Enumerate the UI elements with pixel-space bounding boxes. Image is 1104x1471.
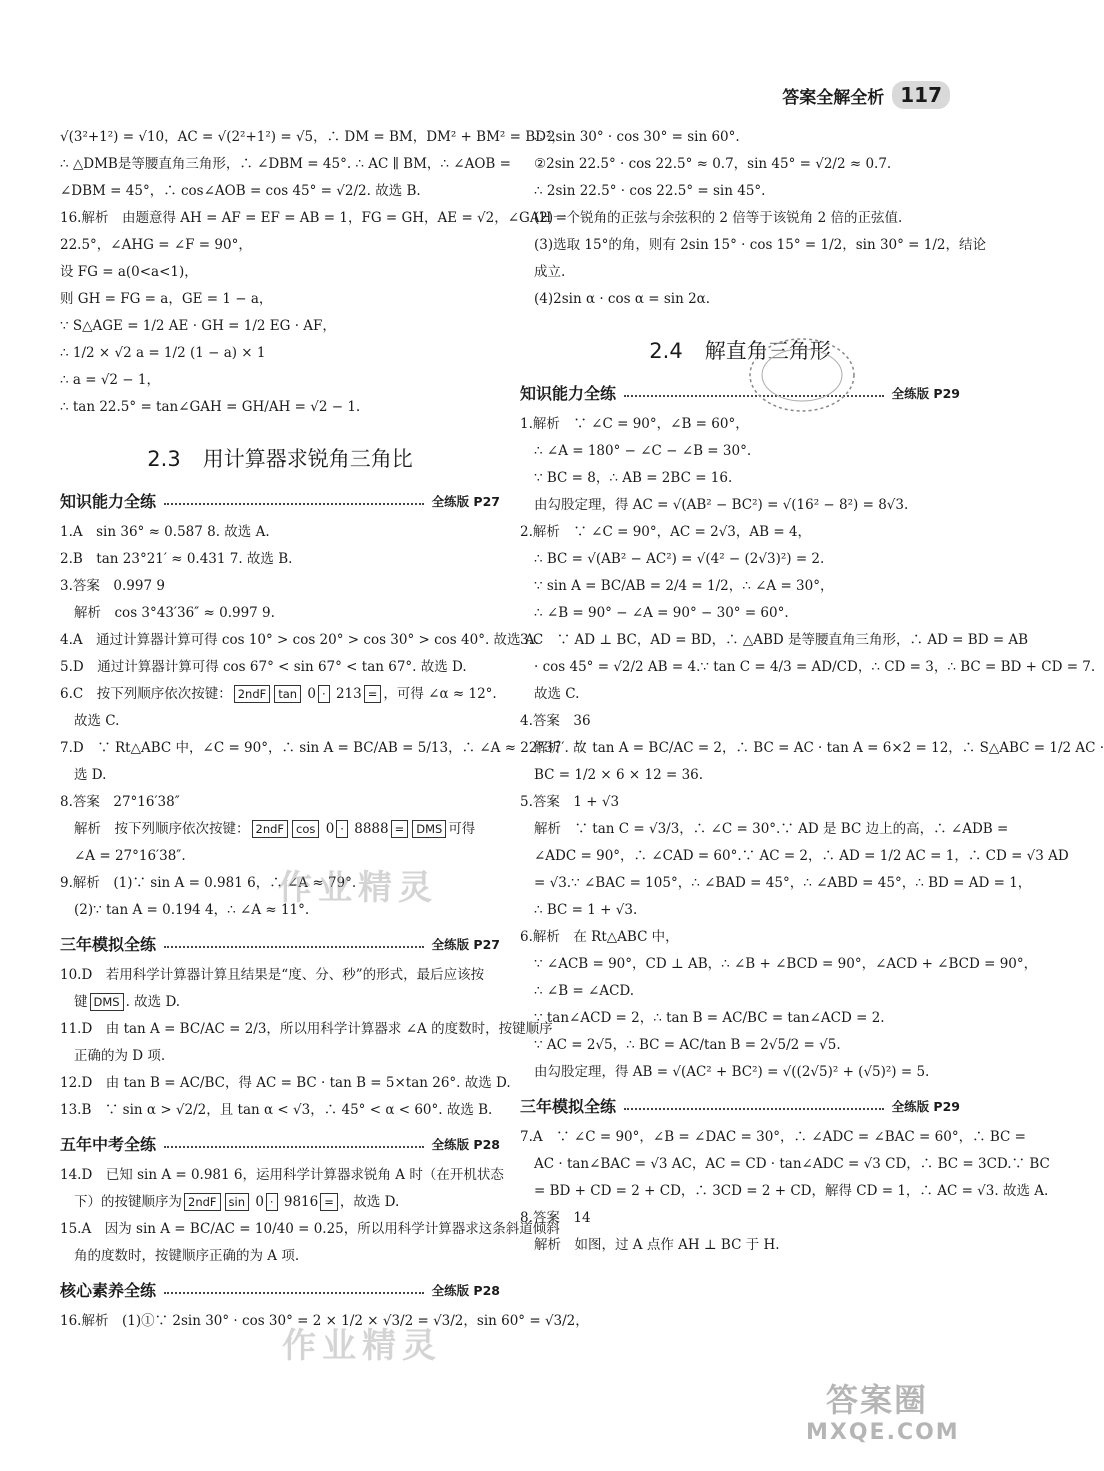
- text-line: 4.A 通过计算器计算可得 cos 10° > cos 20° > cos 30° > cos 40°. 故选 A.: [60, 632, 539, 648]
- text-line: 成立.: [534, 264, 566, 280]
- calc-key: DMS: [90, 993, 124, 1011]
- section-dots: [624, 1108, 884, 1110]
- text-line: 1.A sin 36° ≈ 0.587 8. 故选 A.: [60, 524, 270, 540]
- text-line: ∴ ∠B = ∠ACD.: [534, 983, 635, 999]
- text-line: √(3²+1²) = √10，AC = √(2²+1²) = √5，∴ DM = BM，DM² + BM² = BD²，: [60, 129, 565, 145]
- section-ref: 全练版 P28: [431, 1282, 500, 1298]
- calc-key: tan: [274, 685, 301, 703]
- text-line: 解析 ∵ tan A = BC/AC = 2，∴ BC = AC · tan A = 6×2 = 12，∴ S△ABC = 1/2 AC ·: [534, 740, 1104, 756]
- watermark-text: 作业精灵: [278, 868, 438, 908]
- text-line: 解析 如图，过 A 点作 AH ⊥ BC 于 H.: [534, 1237, 780, 1253]
- text-line: ∠A = 27°16′38″.: [74, 848, 186, 864]
- text-line: 3.C ∵ AD ⊥ BC，AD = BD，∴ △ABD 是等腰直角三角形，∴ AD = BD = AB: [520, 632, 1029, 648]
- section-header: [60, 489, 500, 512]
- text-line: 7.D ∵ Rt△ABC 中，∠C = 90°，∴ sin A = BC/AB = 5/13，∴ ∠A ≈ 22°37′. 故: [60, 740, 587, 756]
- section-ref: 全练版 P28: [431, 1136, 500, 1152]
- text-line: 故选 C.: [74, 713, 120, 729]
- text-line: 故选 C.: [534, 686, 580, 702]
- text-line: 由勾股定理，得 AB = √(AC² + BC²) = √((2√5)² + (√5)²) = 5.: [534, 1064, 930, 1080]
- section-ref: 全练版 P27: [431, 493, 500, 509]
- text-span: 9816: [283, 1194, 319, 1210]
- text-line: ∴ a = √2 − 1，: [60, 372, 160, 388]
- text-line: ∴ 2sin 22.5° · cos 22.5° = sin 45°.: [534, 183, 766, 199]
- text-span: 0: [255, 1194, 264, 1210]
- stamp-icon: [742, 330, 862, 420]
- section-header: [60, 1278, 500, 1301]
- text-line: 22.5°，∠AHG = ∠F = 90°，: [60, 237, 252, 253]
- text-line: ∵ BC = 8，∴ AB = 2BC = 16.: [534, 470, 733, 486]
- section-dots: [164, 1292, 424, 1294]
- text-line: (2)∵ tan A = 0.194 4，∴ ∠A ≈ 11°.: [74, 902, 310, 918]
- text-line: 8.答案 14: [520, 1210, 591, 1226]
- section-title: 五年中考全练: [60, 1135, 157, 1154]
- watermark-site: MXQE.COM: [806, 1420, 960, 1445]
- calc-key: 2ndF: [234, 685, 271, 703]
- text-line: 角的度数时，按键顺序正确的为 A 项.: [74, 1248, 300, 1264]
- calc-key: =: [320, 1193, 338, 1211]
- text-line: 11.D 由 tan A = BC/AC = 2/3，所以用科学计算器求 ∠A 的度数时，按键顺序: [60, 1021, 553, 1037]
- text-line: 5.D 通过计算器计算可得 cos 67° < sin 67° < tan 67°. 故选 D.: [60, 659, 467, 675]
- text-line: 9.解析 (1)∵ sin A = 0.981 6，∴ ∠A ≈ 79°.: [60, 875, 357, 891]
- text-line: ∴ △DMB是等腰直角三角形，∴ ∠DBM = 45°. ∴ AC ∥ BM，∴ ∠AOB =: [60, 156, 511, 172]
- text-line: 6.解析 在 Rt△ABC 中，: [520, 929, 679, 945]
- section-ref: 全练版 P27: [431, 936, 500, 952]
- text-line: 则 GH = FG = a，GE = 1 − a，: [60, 291, 273, 307]
- watermark-logo: 答案圈: [826, 1381, 929, 1419]
- text-line: 解析 ∵ tan C = √3/3，∴ ∠C = 30°.∵ AD 是 BC 边上的高，∴ ∠ADB =: [534, 821, 1009, 837]
- calc-key: =: [391, 820, 409, 838]
- text-line: ②2sin 22.5° · cos 22.5° ≈ 0.7，sin 45° = √2/2 ≈ 0.7.: [534, 156, 892, 172]
- text-line: ∴ BC = √(AB² − AC²) = √(4² − (2√3)²) = 2.: [534, 551, 825, 567]
- chapter-title: 解直角三角形: [704, 339, 831, 363]
- text-line: BC = 1/2 × 6 × 12 = 36.: [534, 767, 704, 783]
- text-span: 可得: [448, 821, 476, 837]
- section-ref: 全练版 P29: [891, 1098, 960, 1114]
- text-line: ∴ BC = 1 + √3.: [534, 902, 638, 918]
- watermark-text: 作业精灵: [282, 1326, 442, 1366]
- text-line: 设 FG = a(0<a<1)，: [60, 264, 198, 280]
- section-ref: 全练版 P29: [891, 385, 960, 401]
- text-span: 6.C 按下列顺序依次按键：: [60, 686, 232, 702]
- text-line: AC · tan∠BAC = √3 AC，AC = CD · tan∠ADC = √3 CD，∴ BC = 3CD.∵ BC: [534, 1156, 1050, 1172]
- section-title: 核心素养全练: [60, 1281, 157, 1300]
- text-line: 由勾股定理，得 AC = √(AB² − BC²) = √(16² − 8²) = 8√3.: [534, 497, 909, 513]
- chapter-number: 2.3: [147, 447, 181, 471]
- text-span: ，故选 D.: [339, 1194, 400, 1210]
- text-line: 正确的为 D 项.: [74, 1048, 166, 1064]
- text-line: 解析 cos 3°43′36″ ≈ 0.997 9.: [74, 605, 275, 621]
- text-line: ∴ tan 22.5° = tan∠GAH = GH/AH = √2 − 1.: [60, 399, 361, 415]
- text-line: (2)一个锐角的正弦与余弦积的 2 倍等于该锐角 2 倍的正弦值.: [534, 210, 903, 226]
- text-span: 0: [325, 821, 335, 837]
- keypress-line: [60, 992, 500, 1012]
- section-title: 知识能力全练: [520, 384, 617, 403]
- page-header: [782, 78, 950, 112]
- right-column: [520, 120, 1104, 1262]
- text-line: 8.答案 27°16′38″: [60, 794, 180, 810]
- text-span: 下）的按键顺序为: [74, 1194, 182, 1210]
- text-line: 3.答案 0.997 9: [60, 578, 165, 594]
- text-line: 16.解析 由题意得 AH = AF = EF = AB = 1，FG = GH，AE = √2，∠GAH =: [60, 210, 567, 226]
- text-span: 解析 按下列顺序依次按键：: [74, 821, 250, 837]
- text-line: 14.D 已知 sin A = 0.981 6，运用科学计算器求锐角 A 时（在开机状态: [60, 1167, 504, 1183]
- text-span: . 故选 D.: [125, 994, 181, 1010]
- section-dots: [164, 1146, 424, 1148]
- section-title: 三年模拟全练: [520, 1097, 617, 1116]
- text-line: ∵ sin A = BC/AB = 2/4 = 1/2，∴ ∠A = 30°，: [534, 578, 834, 594]
- header-title: 答案全解全析: [782, 87, 885, 108]
- section-header: [60, 932, 500, 955]
- text-line: · cos 45° = √2/2 AB = 4.∵ tan C = 4/3 = AD/CD，∴ CD = 3，∴ BC = BD + CD = 7.: [534, 659, 1096, 675]
- calc-key: sin: [225, 1193, 249, 1211]
- text-line: 4.答案 36: [520, 713, 591, 729]
- keypress-line: [60, 1192, 500, 1212]
- text-line: 2.B tan 23°21′ ≈ 0.431 7. 故选 B.: [60, 551, 293, 567]
- chapter-title: 用计算器求锐角三角比: [202, 447, 413, 471]
- text-line: 13.B ∵ sin α > √2/2，且 tan α < √3，∴ 45° < α < 60°. 故选 B.: [60, 1102, 493, 1118]
- text-line: = BD + CD = 2 + CD，∴ 3CD = 2 + CD，解得 CD = 1，∴ AC = √3. 故选 A.: [534, 1183, 1049, 1199]
- text-line: ∵ S△AGE = 1/2 AE · GH = 1/2 EG · AF，: [60, 318, 336, 334]
- text-line: ∠ADC = 90°，∴ ∠CAD = 60°.∵ AC = 2，∴ AD = 1/2 AC = 1，∴ CD = √3 AD: [534, 848, 1069, 864]
- text-line: (3)选取 15°的角，则有 2sin 15° · cos 15° = 1/2，sin 30° = 1/2，结论: [534, 237, 986, 253]
- text-span: 键: [74, 994, 88, 1010]
- text-span: ，可得 ∠α ≈ 12°.: [383, 686, 497, 702]
- text-line: 7.A ∵ ∠C = 90°，∠B = ∠DAC = 30°，∴ ∠ADC = ∠BAC = 60°，∴ BC =: [520, 1129, 1026, 1145]
- text-line: 5.答案 1 + √3: [520, 794, 620, 810]
- calc-key: 2ndF: [252, 820, 289, 838]
- page-number: 117: [892, 81, 950, 109]
- text-line: ∴ ∠B = 90° − ∠A = 90° − 30° = 60°.: [534, 605, 789, 621]
- chapter-number: 2.4: [649, 339, 683, 363]
- text-span: 213: [335, 686, 362, 702]
- text-line: 2.解析 ∵ ∠C = 90°，AC = 2√3，AB = 4，: [520, 524, 812, 540]
- text-line: ∵ tan∠ACD = 2，∴ tan B = AC/BC = tan∠ACD = 2.: [534, 1010, 885, 1026]
- section-title: 知识能力全练: [60, 492, 157, 511]
- text-line: (4)2sin α · cos α = sin 2α.: [534, 291, 711, 307]
- section-header: [520, 381, 960, 404]
- calc-key: =: [364, 685, 382, 703]
- calc-key: ·: [266, 1193, 278, 1211]
- text-line: 15.A 因为 sin A = BC/AC = 10/40 = 0.25，所以用科学计算器求这条斜道倾斜: [60, 1221, 560, 1237]
- text-line: 1.解析 ∵ ∠C = 90°，∠B = 60°，: [520, 416, 749, 432]
- section-dots: [164, 946, 424, 948]
- section-dots: [164, 503, 424, 505]
- keypress-line: [60, 819, 500, 839]
- calc-key: ·: [336, 820, 348, 838]
- calc-key: 2ndF: [184, 1193, 221, 1211]
- section-title: 三年模拟全练: [60, 935, 157, 954]
- text-line: 12.D 由 tan B = AC/BC，得 AC = BC · tan B = 5×tan 26°. 故选 D.: [60, 1075, 511, 1091]
- section-header: [520, 1094, 960, 1117]
- chapter-heading: [520, 335, 960, 365]
- calc-key: ·: [318, 685, 330, 703]
- calc-key: DMS: [412, 820, 446, 838]
- text-line: ∠DBM = 45°，∴ cos∠AOB = cos 45° = √2/2. 故选 B.: [60, 183, 421, 199]
- text-line: ∴ ∠A = 180° − ∠C − ∠B = 30°.: [534, 443, 752, 459]
- text-line: 16.解析 (1)①∵ 2sin 30° · cos 30° = 2 × 1/2 × √3/2 = √3/2，sin 60° = √3/2，: [60, 1313, 589, 1329]
- keypress-line: [60, 684, 500, 704]
- text-line: ∴ 2sin 30° · cos 30° = sin 60°.: [534, 129, 740, 145]
- text-line: ∵ AC = 2√5，∴ BC = AC/tan B = 2√5/2 = √5.: [534, 1037, 841, 1053]
- text-line: = √3.∵ ∠BAC = 105°，∴ ∠BAD = 45°，∴ ∠ABD = 45°，∴ BD = AD = 1，: [534, 875, 1032, 891]
- text-span: 8888: [354, 821, 389, 837]
- text-line: 10.D 若用科学计算器计算且结果是“度、分、秒”的形式，最后应该按: [60, 967, 485, 983]
- text-span: 0: [307, 686, 316, 702]
- text-line: ∴ 1/2 × √2 a = 1/2 (1 − a) × 1: [60, 345, 266, 361]
- chapter-heading: [60, 443, 500, 473]
- text-line: 选 D.: [74, 767, 107, 783]
- text-line: ∵ ∠ACB = 90°，CD ⊥ AB，∴ ∠B + ∠BCD = 90°，∠ACD + ∠BCD = 90°，: [534, 956, 1038, 972]
- section-header: [60, 1132, 500, 1155]
- calc-key: cos: [292, 820, 319, 838]
